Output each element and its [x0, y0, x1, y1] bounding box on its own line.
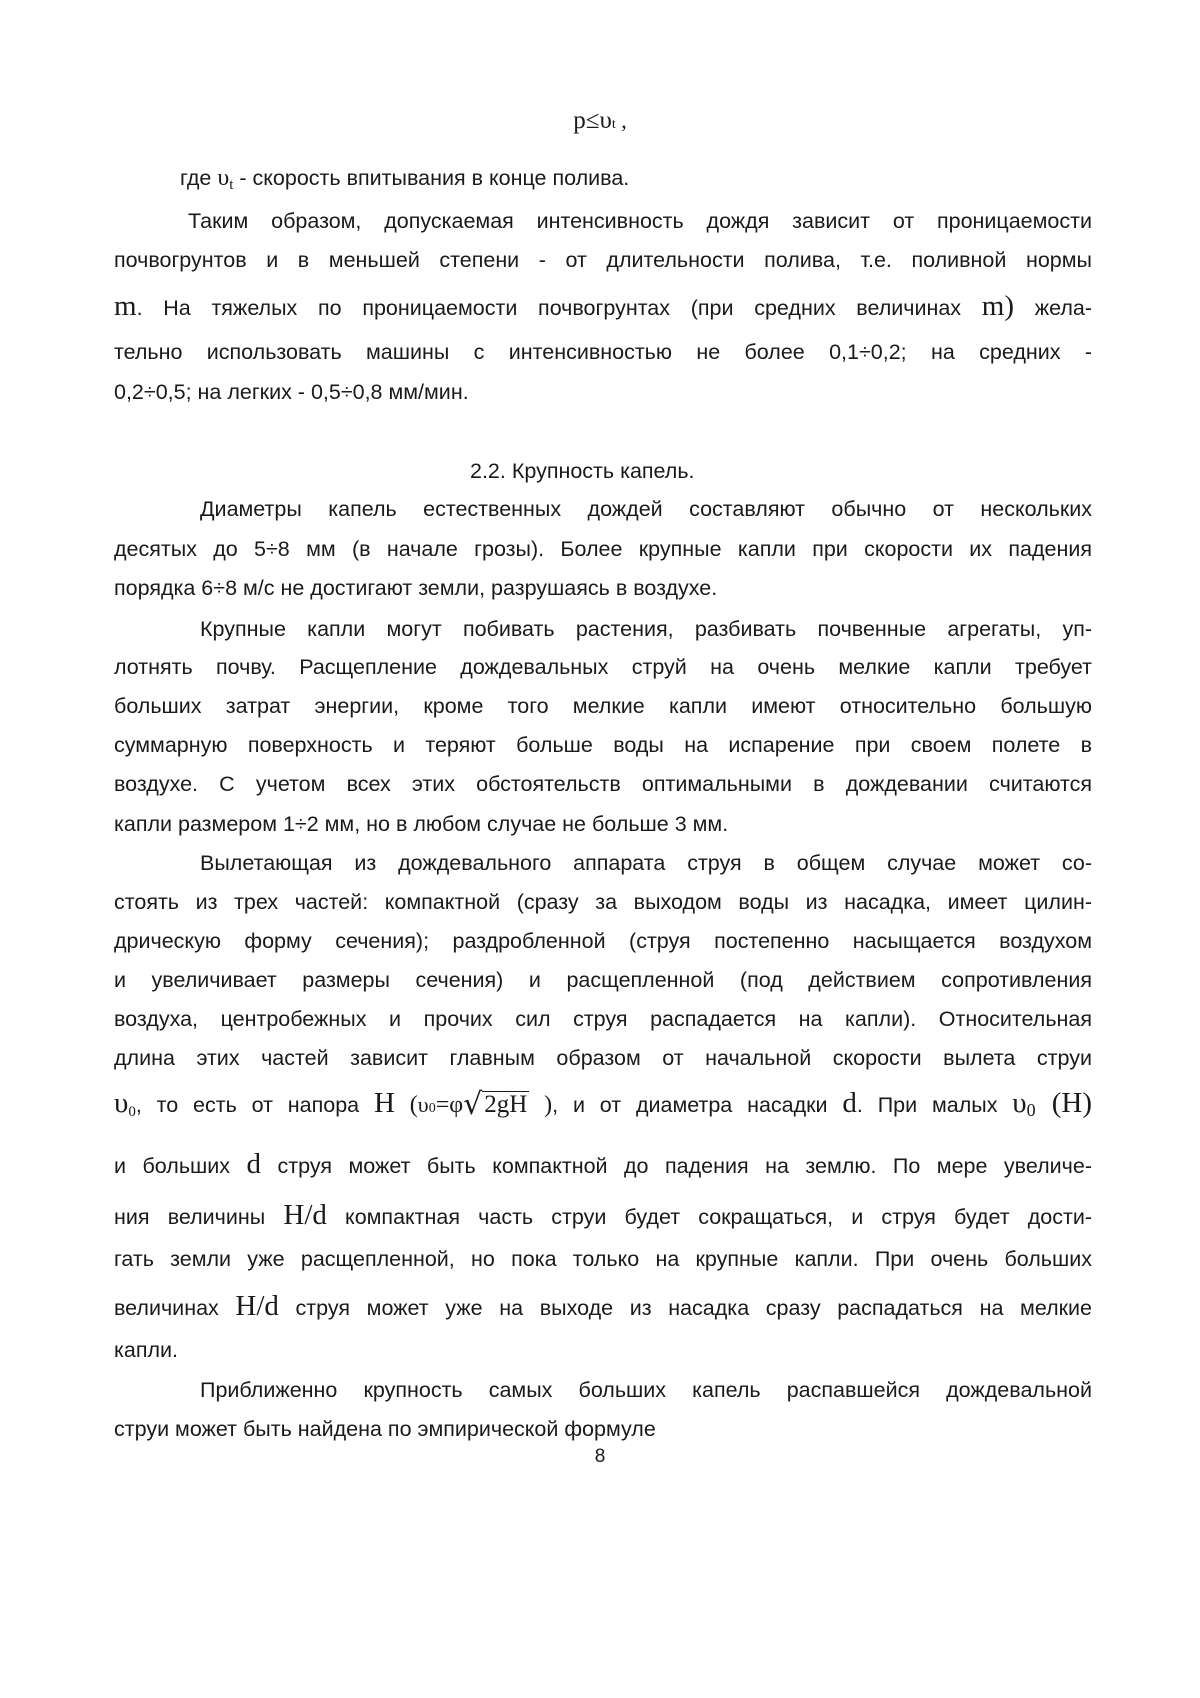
para5-line1: Приближенно крупность самых больших капель распавшейся дождевальной	[200, 1380, 1092, 1402]
para4-line10: гать земли уже расщепленной, но пока только на крупные капли. При очень больших	[114, 1249, 1092, 1271]
para4-line9: ния величины H/d компактная часть струи будет сокращаться, и струя будет дости-	[114, 1201, 1092, 1230]
para4-line12: капли.	[114, 1340, 1092, 1362]
para4-line7: υ0, то есть от напора H (υ0=φ√2gH ), и от диаметра насадки d. При малых υ0 (H)	[114, 1088, 1092, 1118]
para4-line3: дрическую форму сечения); раздробленной (струя постепенно насыщается воздухом	[114, 931, 1092, 953]
formula-infiltration-limit: p≤υt ,	[0, 108, 1200, 133]
para4-line4: и увеличивает размеры сечения) и расщепленной (под действием сопротивления	[114, 970, 1092, 992]
para4-line6: длина этих частей зависит главным образом от начальной скорости вылета струи	[114, 1048, 1092, 1070]
para2-line2: десятых до 5÷8 мм (в начале грозы). Более крупные капли при скорости их падения	[114, 539, 1092, 561]
para1-line2: почвогрунтов и в меньшей степени - от длительности полива, т.е. поливной нормы	[114, 250, 1092, 272]
section-title: 2.2. Крупность капель.	[470, 461, 695, 483]
square-root-sign: √	[463, 1087, 482, 1122]
para4-line2: стоять из трех частей: компактной (сразу за выходом воды из насадка, имеет цилин-	[114, 892, 1092, 914]
para3-line3: больших затрат энергии, кроме того мелкие капли имеют относительно большую	[114, 696, 1092, 718]
para1-line1: Таким образом, допускаемая интенсивность дождя зависит от проницаемости	[188, 211, 1092, 233]
para1-line4: тельно использовать машины с интенсивностью не более 0,1÷0,2; на средних -	[114, 342, 1092, 364]
para1-line5: 0,2÷0,5; на легких - 0,5÷0,8 мм/мин.	[114, 382, 1092, 404]
para1-line3: m. На тяжелых по проницаемости почвогрунтах (при средних величинах m) жела-	[114, 292, 1092, 321]
where-definition: где υt - скорость впитывания в конце полива.	[180, 166, 1158, 190]
para3-line5: воздухе. С учетом всех этих обстоятельств оптимальными в дождевании считаются	[114, 774, 1092, 796]
radicand: 2gH	[482, 1091, 529, 1118]
para4-line8: и больших d струя может быть компактной до падения на землю. По мере увеличе-	[114, 1150, 1092, 1179]
para4-line5: воздуха, центробежных и прочих сил струя распадается на капли). Относительная	[114, 1009, 1092, 1031]
para2-line3: порядка 6÷8 м/с не достигают земли, разрушаясь в воздухе.	[114, 578, 1092, 600]
para3-line6: капли размером 1÷2 мм, но в любом случае не больше 3 мм.	[114, 814, 1092, 836]
para3-line1: Крупные капли могут побивать растения, разбивать почвенные агрегаты, уп-	[200, 619, 1092, 641]
para4-line11: величинах H/d струя может уже на выходе из насадка сразу распадаться на мелкие	[114, 1292, 1092, 1321]
para2-line1: Диаметры капель естественных дождей составляют обычно от нескольких	[200, 499, 1092, 521]
para5-line2: струи может быть найдена по эмпирической формуле	[114, 1419, 1092, 1441]
page-number: 8	[0, 1447, 1200, 1466]
para3-line2: лотнять почву. Расщепление дождевальных струй на очень мелкие капли требует	[114, 657, 1092, 679]
para3-line4: суммарную поверхность и теряют больше воды на испарение при своем полете в	[114, 735, 1092, 757]
document-page	[0, 0, 1200, 1698]
para4-line1: Вылетающая из дождевального аппарата струя в общем случае может со-	[200, 853, 1092, 875]
